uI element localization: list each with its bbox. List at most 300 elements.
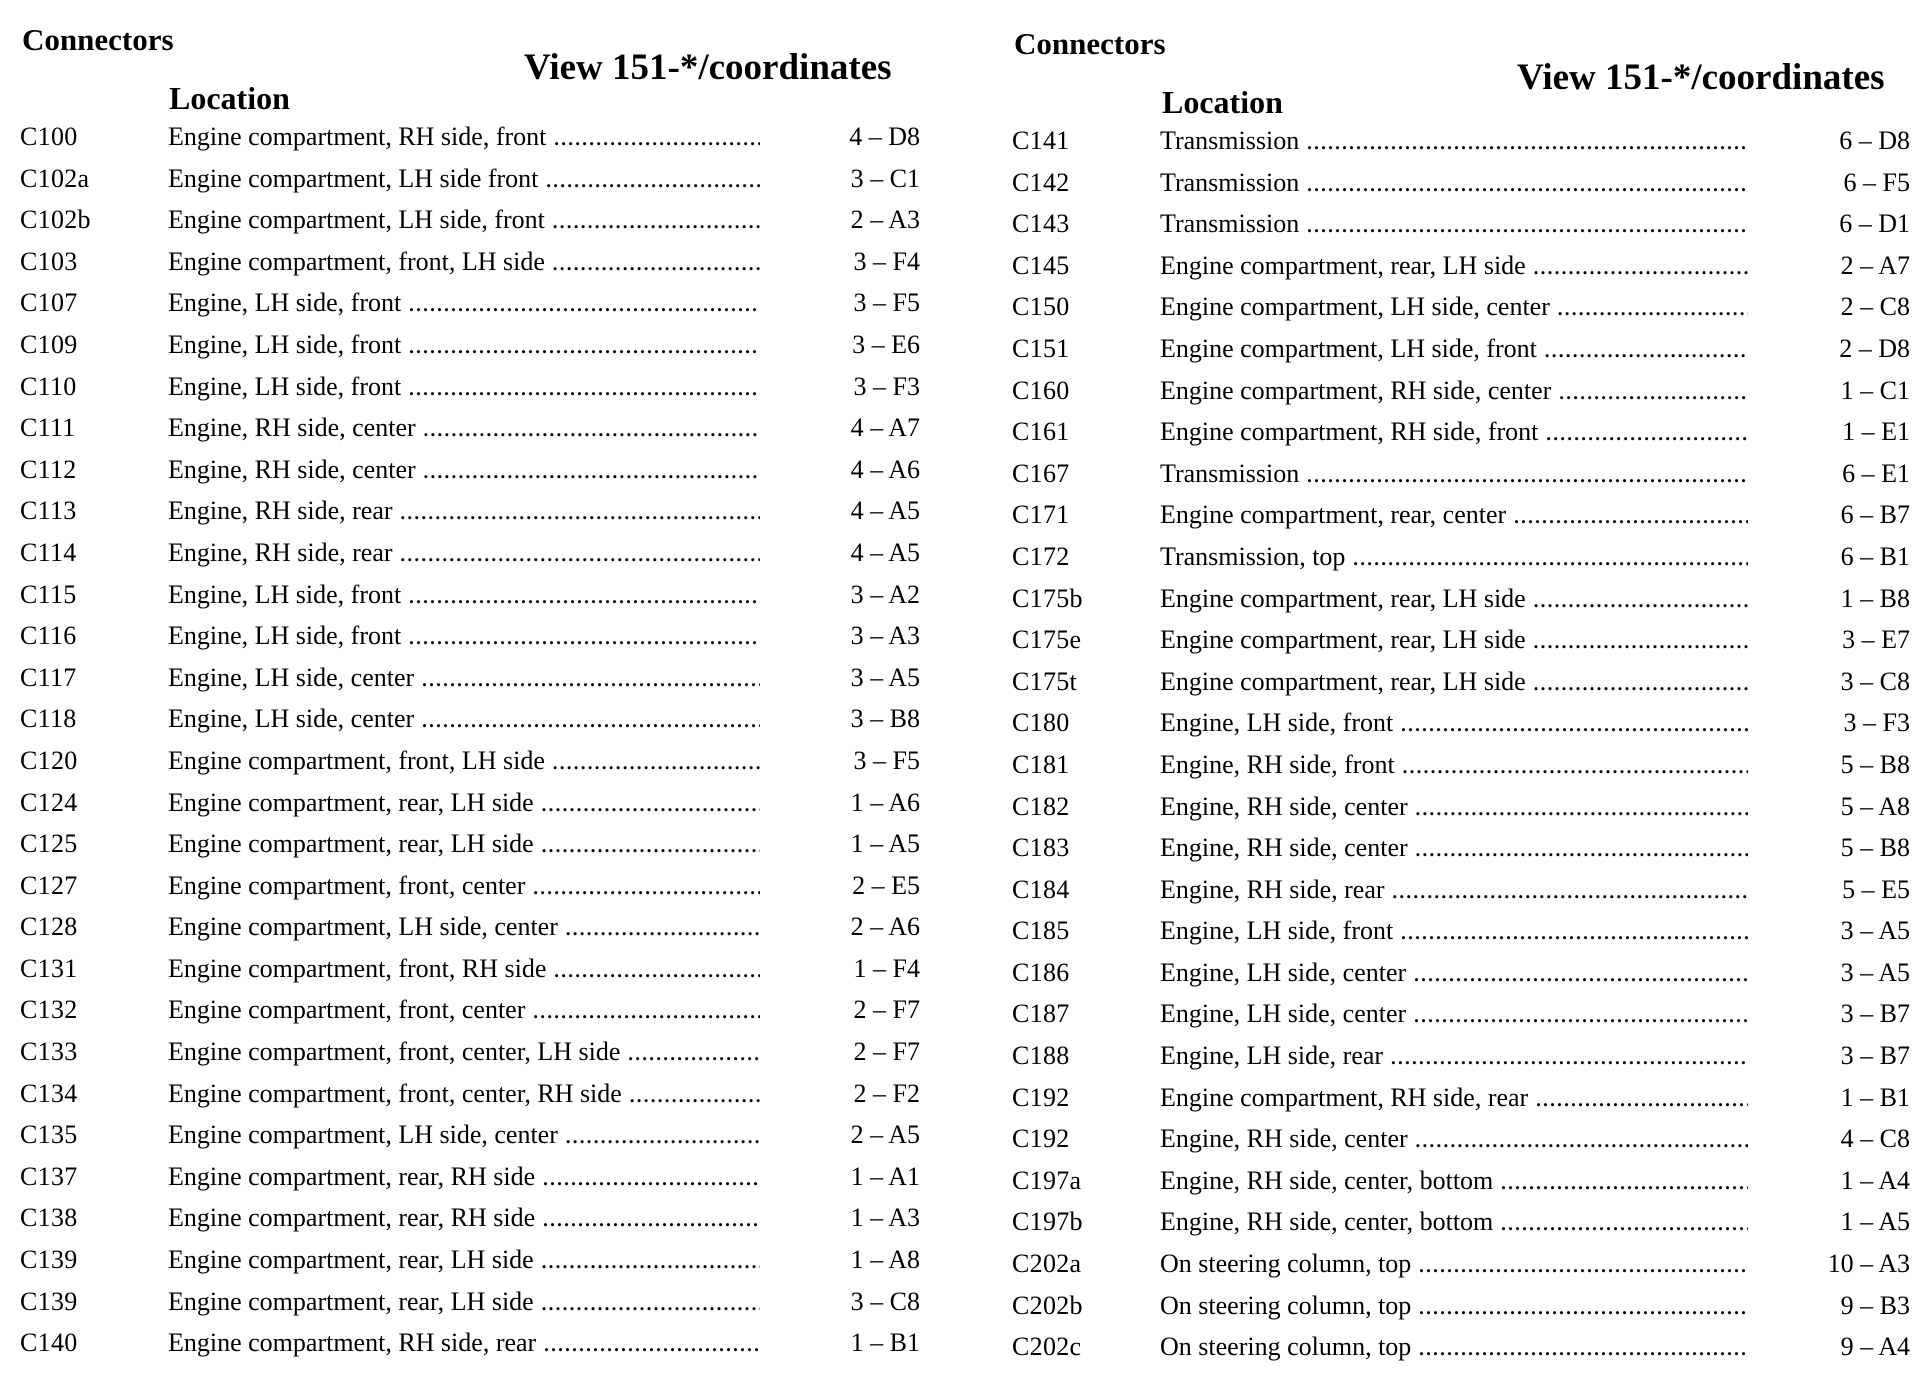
connector-coordinate: 3 – F3: [1843, 708, 1910, 738]
connector-row: [20, 372, 940, 414]
connector-location: Engine compartment, rear, LH side .....: [1160, 625, 1748, 654]
connector-location-cell: [1160, 916, 1748, 946]
connector-code: C134: [20, 1078, 78, 1108]
connector-row: [1012, 1249, 1912, 1291]
connector-coordinate: 4 – A5: [850, 537, 920, 567]
connector-row: [20, 330, 940, 372]
connector-code: C138: [20, 1203, 78, 1233]
connector-coordinate: 3 – B7: [1840, 999, 1910, 1029]
connector-location-cell: [168, 455, 760, 485]
connector-location: Engine, RH side, front .....: [1160, 750, 1748, 779]
connector-location: Engine, RH side, center .....: [168, 455, 760, 484]
connector-location: Engine compartment, front, RH side .....: [168, 954, 760, 983]
connector-location: Engine, LH side, rear .....: [1160, 1041, 1748, 1070]
connector-location-cell: [1160, 1166, 1748, 1196]
connector-coordinate: 1 – B1: [850, 1328, 920, 1358]
connector-coordinate: 4 – A5: [850, 496, 920, 526]
connector-location: Engine, LH side, center .....: [168, 704, 760, 733]
connector-code: C127: [20, 870, 78, 900]
connector-row: [20, 580, 940, 622]
connector-location: Transmission .....: [1160, 168, 1748, 197]
connector-row: [20, 788, 940, 830]
connector-location: Engine, LH side, front .....: [1160, 916, 1748, 945]
connector-row: [20, 1120, 940, 1162]
connector-row: [20, 1079, 940, 1121]
connector-location: Engine compartment, rear, LH side .....: [168, 1245, 760, 1274]
connectors-heading: Connectors: [22, 22, 174, 57]
connector-coordinate: 3 – B7: [1840, 1041, 1910, 1071]
connector-code: C103: [20, 246, 78, 276]
connector-code: C202c: [1012, 1332, 1082, 1362]
connector-row: [1012, 126, 1912, 168]
connector-location: Engine compartment, rear, LH side .....: [168, 829, 760, 858]
connector-coordinate: 3 – F5: [853, 288, 920, 318]
connector-coordinate: 3 – E6: [852, 329, 920, 359]
connector-row: [20, 1162, 940, 1204]
connector-location: Transmission .....: [1160, 459, 1748, 488]
connector-code: C151: [1012, 333, 1070, 363]
connector-location: Engine, RH side, rear .....: [1160, 875, 1748, 904]
connector-coordinate: 1 – A5: [850, 829, 920, 859]
connector-code: C102b: [20, 205, 91, 235]
connector-location-cell: [1160, 376, 1748, 406]
connector-rows: [1012, 126, 1912, 1374]
connector-code: C118: [20, 704, 77, 734]
connector-location: Engine compartment, LH side, center .....: [1160, 292, 1748, 321]
view-coordinates-heading: View 151-*/coordinates: [1517, 57, 1885, 98]
connector-location: Engine compartment, LH side front .....: [168, 164, 760, 193]
connector-location-cell: [168, 247, 760, 277]
connector-row: [20, 122, 940, 164]
connector-code: C114: [20, 537, 77, 567]
connector-location: On steering column, top .....: [1160, 1249, 1748, 1278]
connector-code: C197a: [1012, 1165, 1082, 1195]
connector-coordinate: 4 – C8: [1840, 1124, 1910, 1154]
connector-location-cell: [1160, 168, 1748, 198]
connector-location-cell: [168, 538, 760, 568]
connector-location: Engine compartment, RH side, rear .....: [168, 1328, 760, 1357]
connector-location: Engine compartment, LH side, front .....: [1160, 334, 1748, 363]
connector-row: [1012, 417, 1912, 459]
connector-code: C145: [1012, 250, 1070, 280]
connector-code: C167: [1012, 458, 1070, 488]
connector-row: [1012, 1166, 1912, 1208]
connector-location: Transmission, top .....: [1160, 542, 1748, 571]
connector-row: [20, 247, 940, 289]
connector-row: [1012, 625, 1912, 667]
connector-code: C115: [20, 579, 77, 609]
connector-row: [20, 288, 940, 330]
connector-location-cell: [1160, 251, 1748, 281]
connector-location-cell: [1160, 334, 1748, 364]
connector-code: C128: [20, 912, 78, 942]
connector-code: C175t: [1012, 666, 1078, 696]
connector-location-cell: [1160, 1291, 1748, 1321]
connector-location: Engine compartment, LH side, front .....: [168, 205, 760, 234]
connector-coordinate: 2 – A3: [850, 205, 920, 235]
connector-row: [20, 164, 940, 206]
connector-location-cell: [168, 788, 760, 818]
connector-coordinate: 1 – A6: [850, 787, 920, 817]
connector-row: [1012, 251, 1912, 293]
connector-coordinate: 4 – D8: [849, 122, 920, 151]
connector-location-cell: [1160, 667, 1748, 697]
connector-location-cell: [1160, 584, 1748, 614]
connector-code: C202a: [1012, 1249, 1082, 1279]
connector-row: [1012, 667, 1912, 709]
connector-coordinate: 2 – F2: [853, 1078, 920, 1108]
connector-location-cell: [1160, 792, 1748, 822]
connector-location-cell: [1160, 417, 1748, 447]
connector-code: C186: [1012, 957, 1070, 987]
connector-location-cell: [1160, 1124, 1748, 1154]
connector-location-cell: [168, 372, 760, 402]
connector-coordinate: 3 – A2: [850, 579, 920, 609]
connector-row: [1012, 584, 1912, 626]
connector-location-cell: [168, 912, 760, 942]
connector-coordinate: 2 – A7: [1840, 250, 1910, 280]
connector-code: C131: [20, 953, 78, 983]
connector-location: Engine, LH side, front .....: [168, 330, 760, 359]
connector-table-left: [20, 0, 940, 1376]
connector-row: [1012, 833, 1912, 875]
connector-code: C175b: [1012, 583, 1083, 613]
connector-coordinate: 1 – A8: [850, 1245, 920, 1275]
connector-row: [20, 1287, 940, 1329]
connector-coordinate: 6 – E1: [1842, 458, 1910, 488]
connector-coordinate: 3 – F3: [853, 371, 920, 401]
connector-coordinate: 6 – B1: [1840, 541, 1910, 571]
connector-code: C132: [20, 995, 78, 1025]
connector-code: C188: [1012, 1041, 1070, 1071]
connector-coordinate: 1 – A4: [1840, 1165, 1910, 1195]
connector-location: Engine, LH side, front .....: [168, 372, 760, 401]
connector-code: C137: [20, 1161, 78, 1191]
connector-row: [20, 704, 940, 746]
connector-location-cell: [1160, 1041, 1748, 1071]
connector-location-cell: [168, 205, 760, 235]
connector-location-cell: [1160, 459, 1748, 489]
connector-row: [1012, 1041, 1912, 1083]
connector-row: [20, 538, 940, 580]
connector-code: C172: [1012, 541, 1070, 571]
connector-code: C107: [20, 288, 78, 318]
connector-location: Engine compartment, rear, LH side .....: [168, 1287, 760, 1316]
connector-code: C143: [1012, 209, 1070, 239]
connector-row: [20, 1328, 940, 1370]
connector-row: [1012, 708, 1912, 750]
connector-location-cell: [168, 704, 760, 734]
connector-location-cell: [168, 954, 760, 984]
connector-row: [20, 746, 940, 788]
connector-row: [1012, 168, 1912, 210]
connector-row: [1012, 1332, 1912, 1374]
connector-code: C171: [1012, 500, 1070, 530]
connector-location: Engine compartment, LH side, center .....: [168, 1120, 760, 1149]
connector-coordinate: 2 – A6: [850, 912, 920, 942]
connector-code: C139: [20, 1245, 78, 1275]
connector-location: Engine, LH side, front .....: [1160, 708, 1748, 737]
connector-row: [20, 621, 940, 663]
connector-location-cell: [1160, 542, 1748, 572]
connector-row: [20, 663, 940, 705]
connector-location-cell: [1160, 1083, 1748, 1113]
connector-code: C140: [20, 1328, 78, 1358]
connector-coordinate: 3 – A5: [1840, 916, 1910, 946]
connector-code: C182: [1012, 791, 1070, 821]
connector-row: [1012, 542, 1912, 584]
connector-coordinate: 1 – C1: [1840, 375, 1910, 405]
connector-location: Engine compartment, RH side, front .....: [1160, 417, 1748, 446]
connector-row: [1012, 1207, 1912, 1249]
connector-code: C110: [20, 371, 77, 401]
connector-coordinate: 3 – A3: [850, 621, 920, 651]
connector-code: C124: [20, 787, 78, 817]
connector-location: Engine compartment, rear, LH side .....: [1160, 251, 1748, 280]
connector-code: C181: [1012, 749, 1070, 779]
connector-location: Engine, RH side, rear .....: [168, 496, 760, 525]
connector-row: [20, 829, 940, 871]
connector-code: C161: [1012, 417, 1070, 447]
connector-location-cell: [1160, 875, 1748, 905]
connector-coordinate: 1 – B8: [1840, 583, 1910, 613]
connector-coordinate: 2 – D8: [1839, 333, 1910, 363]
connector-location-cell: [168, 1120, 760, 1150]
connector-coordinate: 4 – A6: [850, 454, 920, 484]
connector-row: [1012, 750, 1912, 792]
connector-location: Transmission .....: [1160, 209, 1748, 238]
connector-coordinate: 3 – C8: [850, 1286, 920, 1316]
connector-location-cell: [168, 413, 760, 443]
connector-location-cell: [1160, 708, 1748, 738]
connector-row: [20, 912, 940, 954]
connector-coordinate: 5 – A8: [1840, 791, 1910, 821]
connector-code: C113: [20, 496, 77, 526]
connector-coordinate: 3 – A5: [850, 662, 920, 692]
connector-location-cell: [168, 164, 760, 194]
connector-code: C102a: [20, 163, 90, 193]
connector-row: [20, 1203, 940, 1245]
connector-coordinate: 2 – E5: [852, 870, 920, 900]
connector-code: C185: [1012, 916, 1070, 946]
connector-location: Engine compartment, rear, RH side .....: [168, 1203, 760, 1232]
connector-location-cell: [168, 746, 760, 776]
connector-code: C116: [20, 621, 77, 651]
connector-code: C160: [1012, 375, 1070, 405]
connector-coordinate: 10 – A3: [1827, 1249, 1910, 1279]
connector-location: Engine compartment, RH side, front .....: [168, 122, 760, 151]
connector-location-cell: [1160, 126, 1748, 156]
connector-location-cell: [1160, 1249, 1748, 1279]
connector-table-right: [1012, 0, 1912, 1376]
connector-coordinate: 3 – B8: [850, 704, 920, 734]
connector-code: C180: [1012, 708, 1070, 738]
connector-location: Engine compartment, front, LH side .....: [168, 247, 760, 276]
connector-coordinate: 1 – F4: [853, 953, 920, 983]
connector-row: [20, 496, 940, 538]
connector-rows: [20, 122, 940, 1370]
connector-location-cell: [1160, 500, 1748, 530]
connectors-heading: Connectors: [1014, 26, 1166, 61]
connector-row: [20, 871, 940, 913]
connector-location: On steering column, top .....: [1160, 1332, 1748, 1361]
connector-row: [1012, 1291, 1912, 1333]
connector-code: C184: [1012, 874, 1070, 904]
connector-coordinate: 1 – B1: [1840, 1082, 1910, 1112]
connector-code: C202b: [1012, 1290, 1083, 1320]
connector-coordinate: 3 – C1: [850, 163, 920, 193]
connector-code: C109: [20, 329, 78, 359]
connector-location-cell: [1160, 1332, 1748, 1362]
connector-location-cell: [168, 995, 760, 1025]
connector-coordinate: 5 – B8: [1840, 833, 1910, 863]
connector-location-cell: [1160, 750, 1748, 780]
connector-location: Engine compartment, rear, center .....: [1160, 500, 1748, 529]
connector-location: Engine, RH side, rear .....: [168, 538, 760, 567]
connector-coordinate: 3 – A5: [1840, 957, 1910, 987]
connector-code: C117: [20, 662, 77, 692]
connector-location-cell: [168, 1037, 760, 1067]
connector-location: On steering column, top .....: [1160, 1291, 1748, 1320]
connector-location: Engine, LH side, front .....: [168, 288, 760, 317]
connector-location: Engine compartment, front, center .....: [168, 995, 760, 1024]
connector-location-cell: [168, 1162, 760, 1192]
connector-coordinate: 2 – A5: [850, 1120, 920, 1150]
connector-location: Engine compartment, front, center .....: [168, 871, 760, 900]
connector-row: [20, 954, 940, 996]
connector-code: C175e: [1012, 625, 1082, 655]
connector-location-cell: [1160, 1207, 1748, 1237]
connector-row: [1012, 500, 1912, 542]
connector-location-cell: [168, 1245, 760, 1275]
connector-coordinate: 2 – C8: [1840, 292, 1910, 322]
connector-coordinate: 6 – D1: [1839, 209, 1910, 239]
connector-location-cell: [168, 330, 760, 360]
connector-row: [1012, 209, 1912, 251]
connector-row: [1012, 1083, 1912, 1125]
connector-coordinate: 1 – E1: [1842, 417, 1910, 447]
connector-row: [1012, 1124, 1912, 1166]
connector-row: [1012, 292, 1912, 334]
connector-code: C192: [1012, 1124, 1070, 1154]
connector-coordinate: 3 – E7: [1842, 625, 1910, 655]
connector-row: [1012, 459, 1912, 501]
connector-code: C141: [1012, 126, 1070, 155]
connector-code: C135: [20, 1120, 78, 1150]
connector-location: Engine, LH side, center .....: [1160, 958, 1748, 987]
connector-location: Engine, LH side, center .....: [1160, 999, 1748, 1028]
connector-location: Engine, RH side, center .....: [1160, 1124, 1748, 1153]
connector-coordinate: 3 – F4: [853, 246, 920, 276]
location-heading: Location: [1162, 84, 1283, 120]
connector-location-cell: [168, 496, 760, 526]
connector-location: Engine compartment, LH side, center .....: [168, 912, 760, 941]
connector-location-cell: [168, 1287, 760, 1317]
connector-row: [20, 455, 940, 497]
connector-coordinate: 3 – F5: [853, 745, 920, 775]
connector-coordinate: 6 – D8: [1839, 126, 1910, 155]
connector-coordinate: 9 – A4: [1840, 1332, 1910, 1362]
connector-row: [20, 1037, 940, 1079]
location-heading: Location: [169, 80, 290, 116]
connector-row: [1012, 999, 1912, 1041]
connector-row: [1012, 958, 1912, 1000]
connector-location: Engine, RH side, center .....: [1160, 792, 1748, 821]
connector-location-cell: [168, 1203, 760, 1233]
connector-location: Engine compartment, front, LH side .....: [168, 746, 760, 775]
connector-code: C183: [1012, 833, 1070, 863]
connector-location: Engine compartment, front, center, LH side .....: [168, 1037, 760, 1066]
connector-coordinate: 4 – A7: [850, 413, 920, 443]
connector-location: Engine, RH side, center, bottom .....: [1160, 1166, 1748, 1195]
connector-code: C142: [1012, 167, 1070, 197]
connector-location-cell: [1160, 292, 1748, 322]
connector-coordinate: 9 – B3: [1840, 1290, 1910, 1320]
connector-row: [1012, 792, 1912, 834]
connector-code: C125: [20, 829, 78, 859]
connector-location-cell: [1160, 209, 1748, 239]
connector-location: Engine compartment, rear, RH side .....: [168, 1162, 760, 1191]
connector-coordinate: 6 – F5: [1843, 167, 1910, 197]
connector-location-cell: [168, 580, 760, 610]
connector-coordinate: 2 – F7: [853, 995, 920, 1025]
connector-location: Transmission .....: [1160, 126, 1748, 155]
connector-coordinate: 1 – A5: [1840, 1207, 1910, 1237]
connector-code: C120: [20, 745, 78, 775]
connector-code: C111: [20, 413, 76, 443]
connector-location: Engine compartment, front, center, RH side .....: [168, 1079, 760, 1108]
connector-row: [20, 205, 940, 247]
connector-location-cell: [1160, 958, 1748, 988]
connector-location-cell: [168, 288, 760, 318]
connector-location: Engine compartment, rear, LH side .....: [1160, 584, 1748, 613]
connector-location-cell: [168, 663, 760, 693]
connector-row: [1012, 916, 1912, 958]
connector-code: C139: [20, 1286, 78, 1316]
connector-location: Engine, RH side, center .....: [168, 413, 760, 442]
connector-coordinate: 3 – C8: [1840, 666, 1910, 696]
connector-code: C112: [20, 454, 77, 484]
connector-coordinate: 6 – B7: [1840, 500, 1910, 530]
connector-location-cell: [1160, 999, 1748, 1029]
connector-location-cell: [168, 1328, 760, 1358]
connector-location: Engine, LH side, front .....: [168, 621, 760, 650]
connector-code: C187: [1012, 999, 1070, 1029]
connector-location: Engine compartment, RH side, center .....: [1160, 376, 1748, 405]
connector-location: Engine compartment, rear, LH side .....: [1160, 667, 1748, 696]
connector-row: [20, 1245, 940, 1287]
connector-location-cell: [168, 829, 760, 859]
connector-coordinate: 5 – E5: [1842, 874, 1910, 904]
connector-row: [1012, 875, 1912, 917]
connector-location: Engine compartment, RH side, rear .....: [1160, 1083, 1748, 1112]
connector-location-cell: [168, 871, 760, 901]
connector-location-cell: [168, 621, 760, 651]
connector-code: C192: [1012, 1082, 1070, 1112]
connector-row: [1012, 334, 1912, 376]
connector-location: Engine, RH side, center, bottom .....: [1160, 1207, 1748, 1236]
connector-code: C100: [20, 122, 78, 151]
connector-location: Engine, LH side, front .....: [168, 580, 760, 609]
connector-coordinate: 5 – B8: [1840, 749, 1910, 779]
view-coordinates-heading: View 151-*/coordinates: [524, 47, 892, 88]
connector-row: [1012, 376, 1912, 418]
connector-code: C150: [1012, 292, 1070, 322]
connector-coordinate: 1 – A3: [850, 1203, 920, 1233]
connector-location-cell: [1160, 625, 1748, 655]
connector-row: [20, 413, 940, 455]
connector-location-cell: [1160, 833, 1748, 863]
